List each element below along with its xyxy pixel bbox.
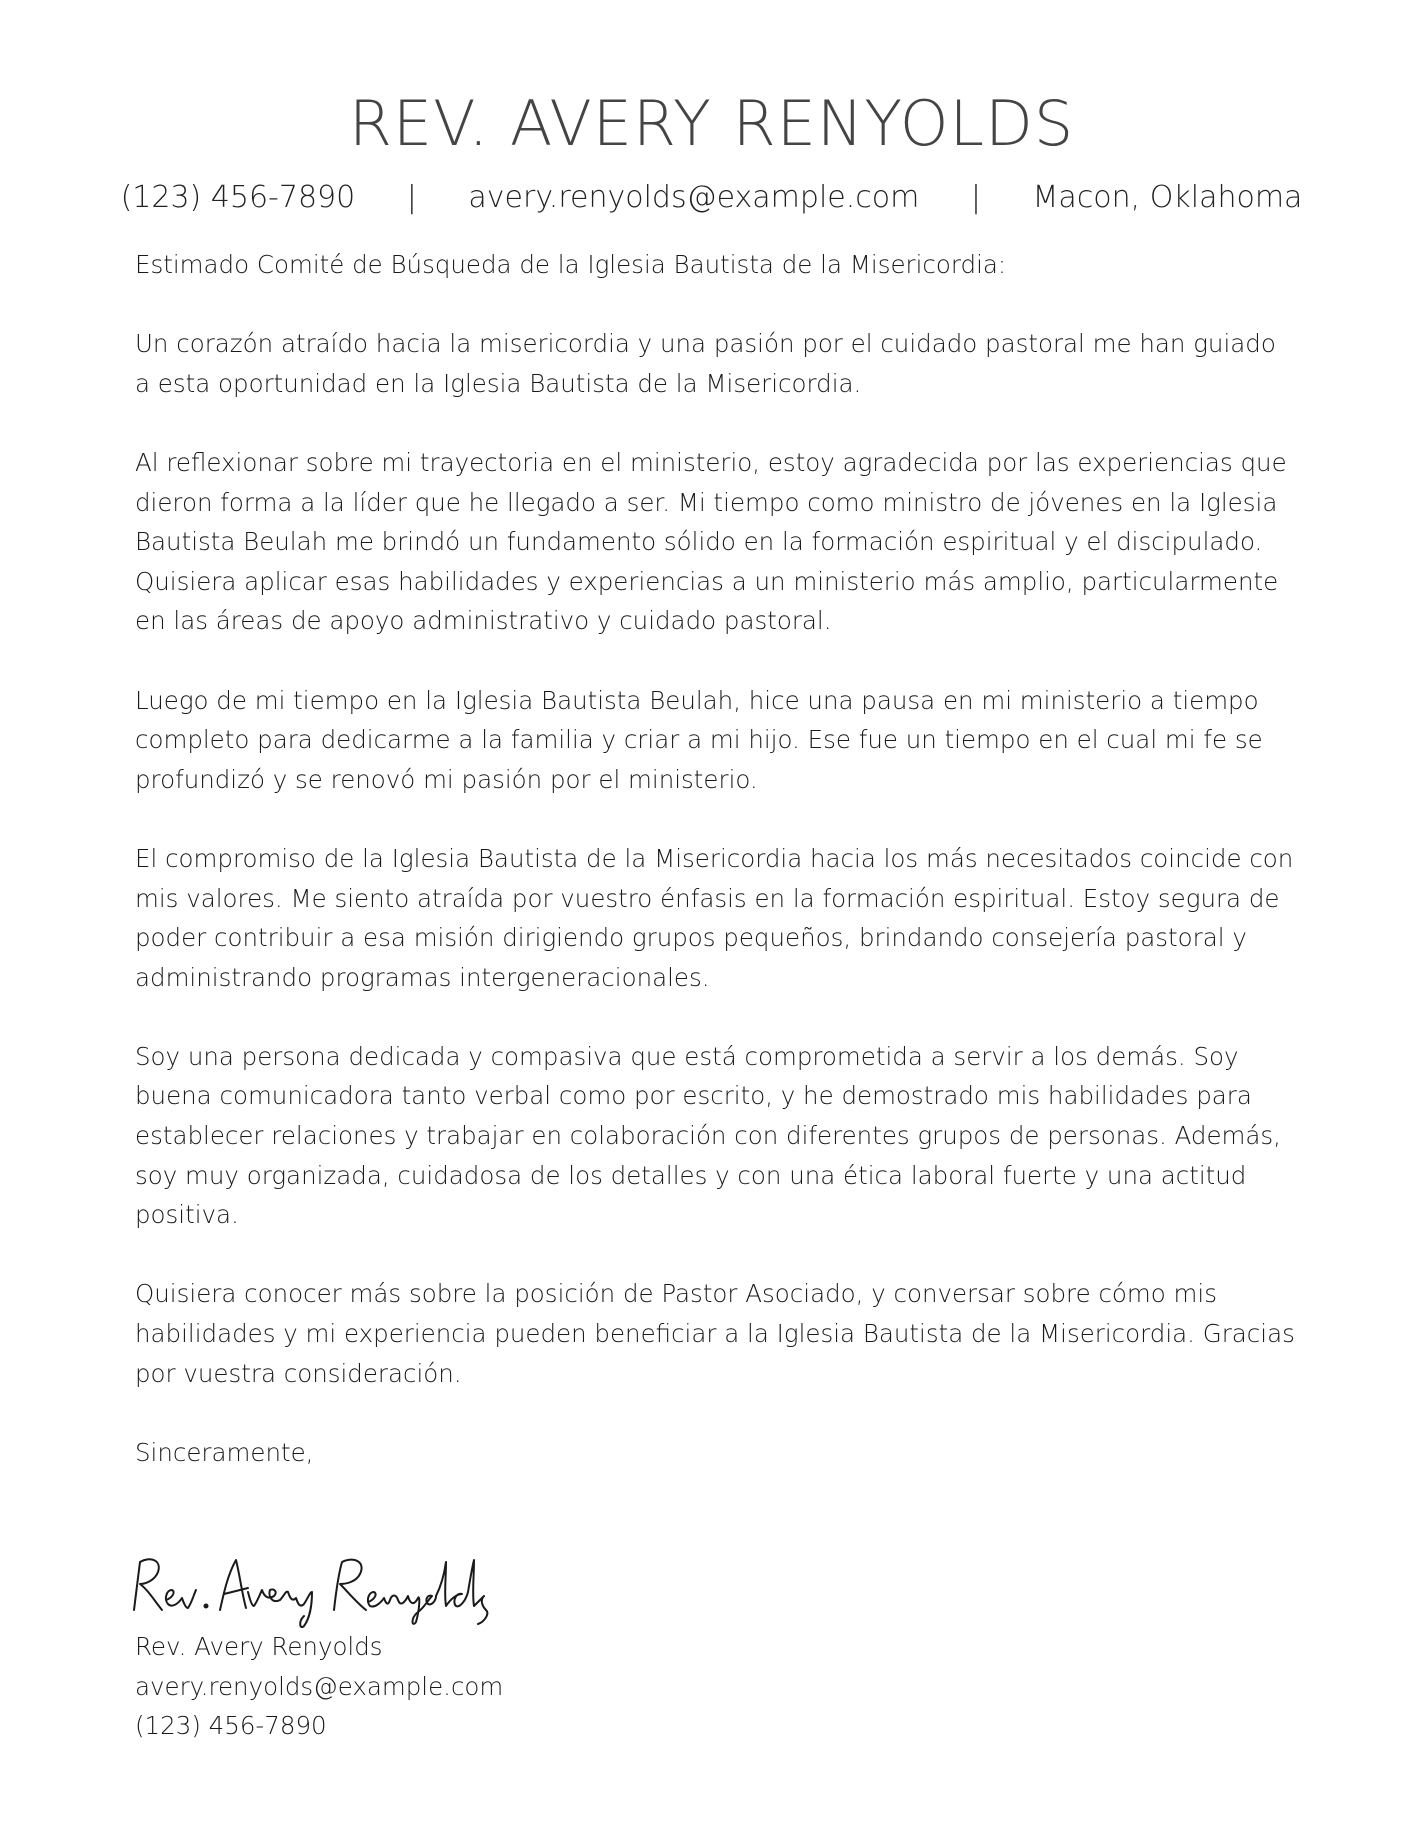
paragraph-3: Luego de mi tiempo en la Iglesia Bautista Beulah, hice una pausa en mi ministerio a tiempo completo para dedicarme a la familia y criar a mi hijo. Ese fue un tiempo en el cual mi fe se profundizó y se renovó mi pasión por el ministerio. — [135, 685, 1263, 794]
signature-phone: (123) 456-7890 — [135, 1711, 327, 1741]
signature-drawing — [128, 1548, 508, 1628]
signature-name: Rev. Avery Renyolds — [135, 1632, 383, 1661]
contact-location: Macon, Oklahoma — [1032, 180, 1303, 215]
paragraph-1: Un corazón atraído hacia la misericordia y una pasión por el cuidado pastoral me han guiado a esta oportunidad en la Iglesia Bautista de la Misericordia. — [135, 329, 1276, 398]
signature-email: avery.renyolds@example.com — [135, 1671, 504, 1701]
paragraph-2: Al reflexionar sobre mi trayectoria en el ministerio, estoy agradecida por las experiencias que dieron forma a la líder que he llegado a ser. Mi tiempo como ministro de jóvenes en la Iglesia Bautista Beulah me brindó un fundamento sólido en la formación espiritual y el discipulado. Quisiera aplicar esas habilidades y experiencias a un ministerio más amplio, particularmente en las áreas de apoyo administrativo y cuidado pastoral. — [135, 447, 1287, 636]
salutation: Estimado Comité de Búsqueda de la Iglesia Bautista de la Misericordia: — [135, 250, 1007, 279]
handwritten-signature — [128, 1548, 508, 1628]
contact-email: avery.renyolds@example.com — [468, 180, 920, 215]
contact-separator: | — [970, 180, 981, 215]
closing: Sinceramente, — [135, 1437, 314, 1467]
contact-line — [0, 178, 1423, 218]
paragraph-4: El compromiso de la Iglesia Bautista de la Misericordia hacia los más necesitados coincide con mis valores. Me siento atraída por vuestro énfasis en la formación espiritual. Estoy segura de poder contribuir a esa misión dirigiendo grupos pequeños, brindando consejería pastoral y administrando programas intergeneracionales. — [135, 843, 1294, 992]
contact-separator: | — [406, 180, 417, 215]
letter-body — [135, 245, 1295, 1472]
sender-name-heading: REV. AVERY RENYOLDS — [348, 87, 1075, 160]
contact-phone: (123) 456-7890 — [120, 180, 356, 215]
letterhead — [0, 86, 1423, 218]
paragraph-5: Soy una persona dedicada y compasiva que está comprometida a servir a los demás. Soy buena comunicadora tanto verbal como por escrito, y he demostrado mis habilidades para establecer relaciones y trabajar en colaboración con diferentes grupos de personas. Además, soy muy organizada, cuidadosa de los detalles y con una ética laboral fuerte y una actitud positiva. — [135, 1041, 1281, 1230]
signature-block — [135, 1627, 735, 1746]
paragraph-6: Quisiera conocer más sobre la posición de Pastor Asociado, y conversar sobre cómo mis habilidades y mi experiencia pueden beneficiar a la Iglesia Bautista de la Misericordia. Gracias por vuestra consideración. — [135, 1279, 1295, 1388]
